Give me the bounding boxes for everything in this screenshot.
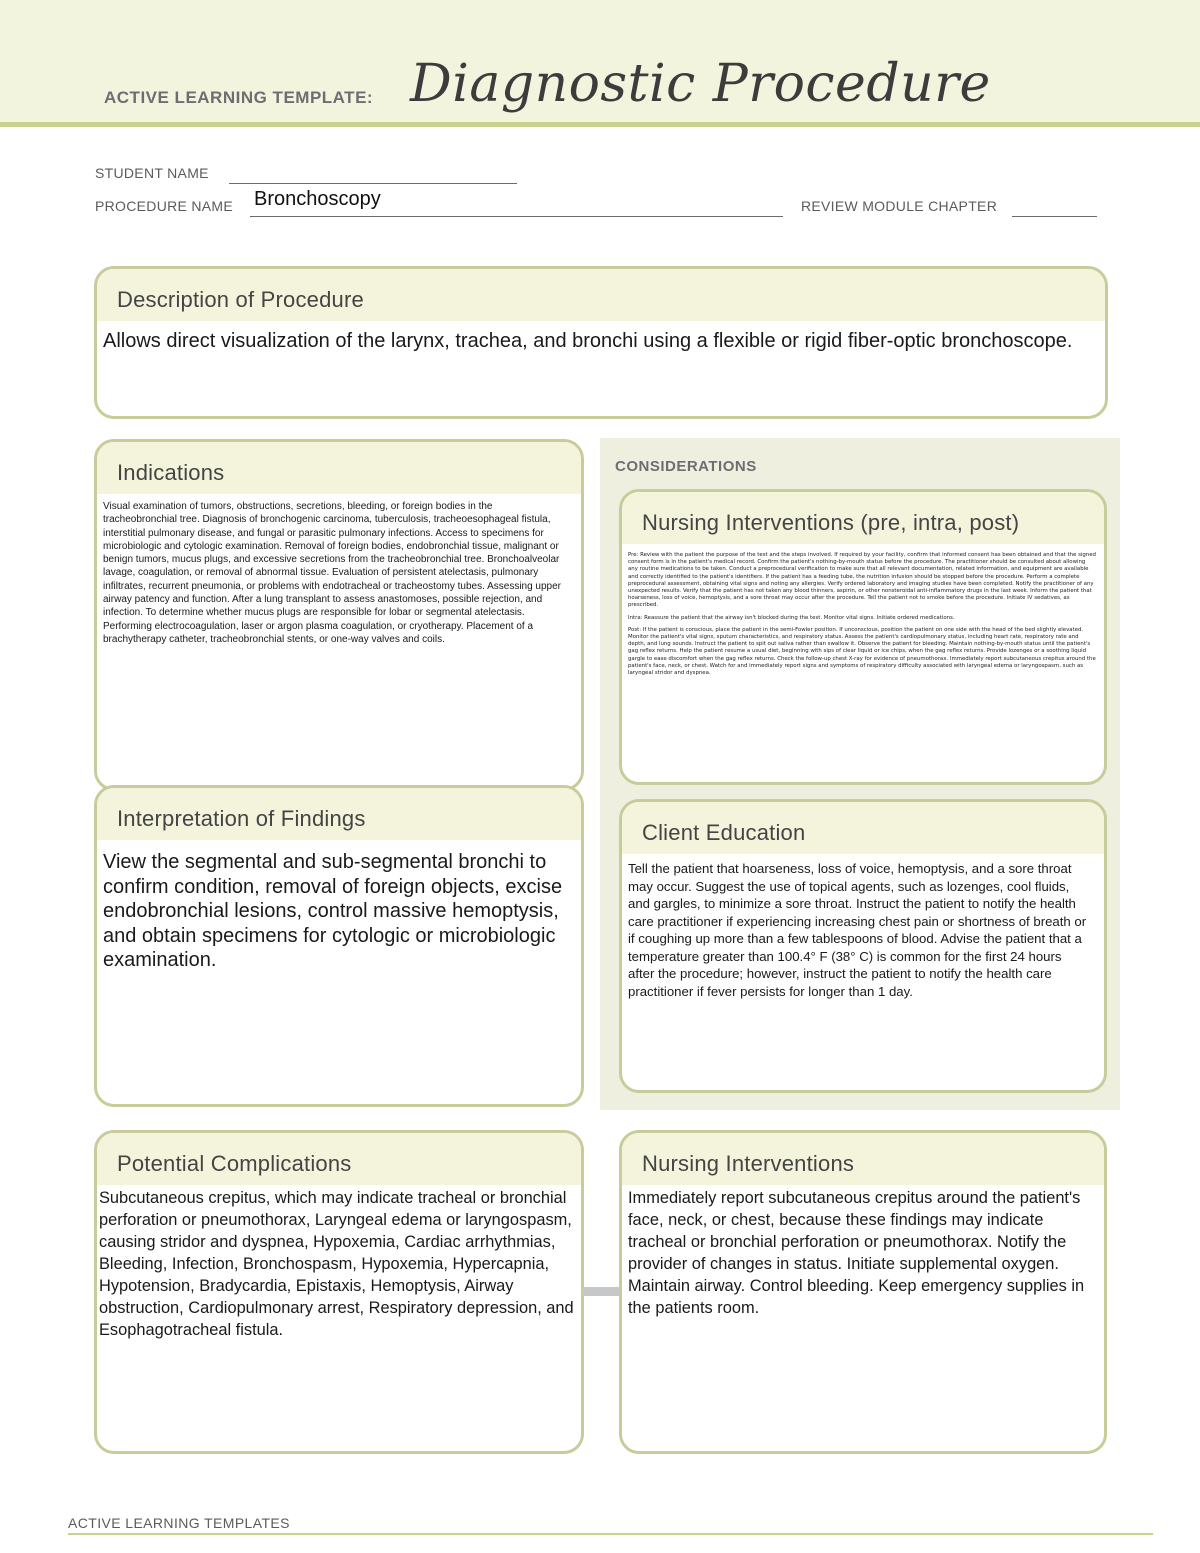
student-name-field[interactable] <box>229 183 517 184</box>
nursing-interventions-heading: Nursing Interventions <box>622 1133 1104 1185</box>
complications-text: Subcutaneous crepitus, which may indicate tracheal or bronchial perforation or pneumothorax, Laryngeal edema or laryngospasm, causing stridor and dyspnea, Hypoxemia, Cardiac arrhythmias, Bleeding, Infection, Bronchospasm, Hypoxemia, Hypercapnia, Hypotension, Bradycardia, Epistaxis, Hemoptysis, Airway obstruction, Cardiopulmonary arrest, Respiratory depression, and Esophagotracheal fistula. <box>99 1189 574 1339</box>
indications-box <box>94 439 584 791</box>
review-module-field[interactable] <box>1012 216 1097 217</box>
intra-procedure-text: Intra: Reassure the patient that the airway isn't blocked during the test. Monitor vital signs. Initiate ordered medications. <box>628 614 955 621</box>
nursing-interventions-box <box>619 1130 1107 1454</box>
nursing-interventions-text: Immediately report subcutaneous crepitus around the patient's face, neck, or chest, because these findings may indicate tracheal or bronchial perforation or pneumothorax. Notify the provider of changes in status. Initiate supplemental oxygen. Maintain airway. Control bleeding. Keep emergency supplies in the patients room. <box>628 1189 1085 1317</box>
indications-heading: Indications <box>97 442 581 494</box>
review-module-label: REVIEW MODULE CHAPTER <box>801 198 998 214</box>
indications-text: Visual examination of tumors, obstructions, secretions, bleeding, or foreign bodies in the tracheobronchial tree. Diagnosis of bronchogenic carcinoma, tuberculosis, tracheoesophageal fistula, interstitial pulmonary disease, and fungal or parasitic pulmonary infections. Access to specimens for microbiologic and cytologic examination. Removal of foreign bodies, endobronchial tissue, malignant or benign tumors, mucus plugs, and excessive secretions from the tracheobronchial tree. Bronchoalveolar lavage, coagulation, or removal of abnormal tissue. Evaluation of persistent atelectasis, pulmonary infiltrates, recurrent pneumonia, or problems with endotracheal or tracheostomy tubes. Assessing upper airway patency and function. After a lung transplant to assess anastomoses, possible rejection, and infection. To determine whether mucus plugs are responsible for lobar or segmental atelectasis. Performing electrocoagulation, laser or argon plasma coagulation, or cryotherapy. Placement of a brachytherapy catheter, tracheobronchial stents, or one-way valves and coils. <box>103 501 562 645</box>
interpretation-box <box>94 785 584 1107</box>
page-title: Diagnostic Procedure <box>410 54 991 114</box>
student-name-label: STUDENT NAME <box>95 165 209 181</box>
nursing-interventions-pip-box <box>619 489 1107 785</box>
post-procedure-text: Post: If the patient is conscious, place the patient in the semi-Fowler position. If unconscious, position the patient on one side with the head of the bed slightly elevated. Monitor the patient's vital signs, sputum characteristics, and respiratory status. Assess the patient's cardiopulmonary status, including heart rate, respiratory rate and depth, and lung sounds. Instruct the patient to spit out saliva rather than swallow it. Observe the patient for bleeding. Maintain nothing-by-mouth status until the patient's gag reflex returns. Help the patient resume a usual diet, beginning with sips of clear liquid or ice chips, when the gag reflex returns. Provide lozenges or a soothing liquid gargle to ease discomfort when the gag reflex returns. Check the follow-up chest X-ray for evidence of pneumothorax. Immediately report subcutaneous crepitus around the patient's face, neck, or chest. Watch for and immediately report signs and symptoms of respiratory difficulty associated with laryngeal edema or laryngospasm, such as laryngeal stridor and dyspnea. <box>628 626 1096 677</box>
client-education-box <box>619 799 1107 1093</box>
nursing-interventions-pip-text <box>628 552 1096 682</box>
footer-divider <box>68 1533 1153 1535</box>
procedure-name-field[interactable] <box>250 216 783 217</box>
nursing-interventions-pip-heading: Nursing Interventions (pre, intra, post) <box>622 492 1104 544</box>
pre-procedure-text: Pre: Review with the patient the purpose of the test and the steps involved. If required by your facility, confirm that informed consent has been obtained and that the signed consent form is in the patient's medical record. Confirm the patient's nothing-by-mouth status before the procedure. The practitioner should be consulted about allowing any routine medications to be taken. Conduct a preprocedural verification to make sure that all relevant documentation, related information, and equipment are available and correctly identified to the patient's identifiers. If the patient has a feeding tube, the nutrition infusion should be stopped before the procedure. Perform a complete preprocedural assessment, obtaining vital signs and noting any allergies. Verify ordered laboratory and imaging studies have been completed. Notify the practitioner of any unexpected results. Verify that the patient has not taken any blood thinners, aspirin, or other nonsteroidal anti-inflammatory drugs in the last week. Inform the patient that hoarseness, loss of voice, hemoptysis, and a sore throat may occur after the procedure. Tell the patient not to smoke before the procedure. Initiate IV sedatives, as prescribed. <box>628 552 1096 609</box>
header-divider <box>0 122 1200 127</box>
considerations-title: CONSIDERATIONS <box>615 458 757 475</box>
description-box <box>94 266 1108 419</box>
complications-box <box>94 1130 584 1454</box>
complications-heading: Potential Complications <box>97 1133 581 1185</box>
interpretation-text: View the segmental and sub-segmental bronchi to confirm condition, removal of foreign objects, excise endobronchial lesions, control massive hemoptysis, and obtain specimens for cytologic or microbiologic examination. <box>103 851 563 971</box>
procedure-name-label: PROCEDURE NAME <box>95 198 233 214</box>
interpretation-heading: Interpretation of Findings <box>97 788 581 840</box>
client-education-text: Tell the patient that hoarseness, loss of voice, hemoptysis, and a sore throat may occur. Suggest the use of topical agents, such as lozenges, cool fluids, and gargles, to minimize a sore throat. Instruct the patient to notify the health care practitioner if experiencing increasing chest pain or shortness of breath or if coughing up more than a few tablespoons of blood. Advise the patient that a temperature greater than 100.4° F (38° C) is common for the first 24 hours after the procedure; however, instruct the patient to notify the health care practitioner if fever persists for longer than 1 day. <box>628 861 1087 999</box>
template-label: ACTIVE LEARNING TEMPLATE: <box>104 88 374 107</box>
footer-text: ACTIVE LEARNING TEMPLATES <box>68 1515 290 1531</box>
box-connector <box>583 1287 620 1296</box>
procedure-name-value: Bronchoscopy <box>254 188 381 210</box>
client-education-heading: Client Education <box>622 802 1104 854</box>
description-text: Allows direct visualization of the larynx, trachea, and bronchi using a flexible or rigid fiber-optic bronchoscope. <box>103 330 1073 352</box>
description-heading: Description of Procedure <box>97 269 1105 321</box>
